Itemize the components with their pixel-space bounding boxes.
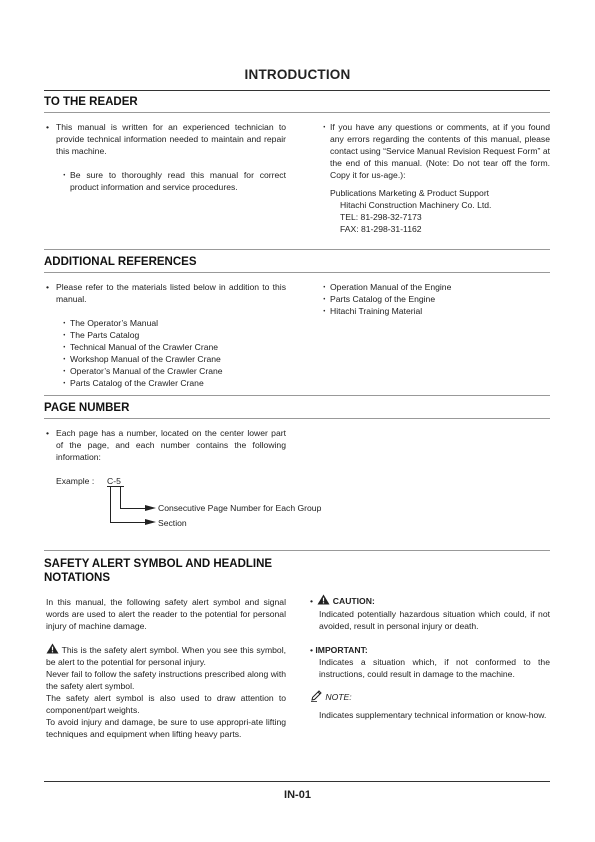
important-label: IMPORTANT: [315,645,368,655]
safety-text: To avoid injury and damage, be sure to use appropri-ate lifting techniques and equipment when lifting heavy parts. [46,717,286,739]
list-item [58,341,286,353]
warning-triangle-icon [317,594,330,605]
example-label: Example : [56,476,95,486]
sub-bullet-icon: ・ [60,354,69,364]
note-text: Indicates supplementary technical information or know-how. [319,710,547,720]
sub-bullet-icon: ・ [320,122,329,132]
heading-line: NOTATIONS [44,572,111,584]
contact-fax: FAX: 81-298-31-1162 [340,224,422,234]
safety-paragraph [46,643,286,668]
list-item [58,317,286,329]
reference-item: Hitachi Training Material [330,306,423,316]
sub-bullet-icon: ・ [60,330,69,340]
bullet-icon: • [310,596,314,606]
reader-bullet-text: This manual is written for an experienced technician to provide technical information needed to maintain and repair this machine. [56,122,286,156]
page-number-text: Each page has a number, located on the center lower part of the page, and each number contains the following information: [56,428,286,462]
references-left-column [46,281,286,389]
bullet-icon: • [310,645,314,655]
reference-item: The Operator’s Manual [70,318,159,328]
safety-text: Never fail to follow the safety instructions prescribed along with the safety alert symbol. [46,669,286,691]
diagram-label-section: Section [158,518,187,528]
list-item [58,377,286,389]
title-divider [44,90,550,91]
list-item [46,121,286,157]
footer-divider [44,781,550,782]
reference-item: Workshop Manual of the Crawler Crane [70,354,221,364]
warning-triangle-icon [46,643,59,654]
list-item [318,121,550,181]
page-number-description [46,427,286,463]
sub-bullet-icon: ・ [320,294,329,304]
sub-bullet-icon: ・ [60,170,69,180]
reference-item: Parts Catalog of the Crawler Crane [70,378,204,388]
important-label-row [310,644,550,656]
section-heading-safety [44,557,289,585]
connector-line [110,487,111,522]
page-title: INTRODUCTION [244,67,351,82]
safety-text: This is the safety alert symbol. When you see this symbol, be alert to the potential for personal injury. [46,645,286,667]
references-intro: Please refer to the materials listed below in addition to this manual. [56,282,286,304]
important-text: Indicates a situation which, if not conformed to the instructions, could result in damage to the machine. [319,657,550,679]
sub-bullet-icon: ・ [60,366,69,376]
note-label: NOTE: [325,692,352,702]
section-divider [44,395,550,396]
example-code: C-5 [107,476,121,486]
references-list [58,317,286,389]
safety-right-column [310,594,550,721]
arrow-right-icon [145,519,156,525]
list-item [58,169,286,193]
list-item [318,293,550,305]
contact-company: Hitachi Construction Machinery Co. Ltd. [340,200,492,210]
section-heading-references: ADDITIONAL REFERENCES [44,256,197,268]
bullet-icon: • [46,122,50,132]
safety-intro: In this manual, the following safety alert symbol and signal words are used to alert the reader to the potential for personal injury of machine damage. [46,597,286,631]
reference-item: Parts Catalog of the Engine [330,294,436,304]
safety-left-column [46,596,286,740]
section-divider [44,418,550,419]
list-item [46,427,286,463]
page-number: IN-01 [284,789,311,801]
connector-line [120,487,121,508]
reference-item: The Parts Catalog [70,330,140,340]
section-divider [44,112,550,113]
list-item [318,305,550,317]
reader-left-column [46,121,286,193]
section-heading-page-number: PAGE NUMBER [44,402,130,414]
safety-text: The safety alert symbol is also used to draw attention to component/part weights. [46,693,286,715]
reader-contact-request: If you have any questions or comments, at if you found any errors regarding the contents of this manual, please contact using “Service Manual Revision Request Form” at the end of this manual. (Note: Do not tear off the form. Copy it for us-age.): [330,122,550,180]
diagram-label-page-number: Consecutive Page Number for Each Group [158,503,322,513]
heading-line: SAFETY ALERT SYMBOL AND HEADLINE [44,558,273,570]
caution-label-row [310,594,550,608]
section-divider [44,249,550,250]
note-label-row [310,690,550,703]
contact-tel: TEL: 81-298-32-7173 [340,212,422,222]
list-item [58,329,286,341]
caution-text: Indicated potentially hazardous situation which could, if not avoided, result in personal injury or death. [319,609,550,631]
contact-block [318,187,550,235]
caution-label: CAUTION: [332,596,375,606]
reference-item: Operation Manual of the Engine [330,282,452,292]
bullet-icon: • [46,428,50,438]
bullet-icon: • [46,282,50,292]
reader-right-column [318,121,550,235]
arrow-right-icon [145,505,156,511]
reference-item: Operator’s Manual of the Crawler Crane [70,366,223,376]
connector-line [110,522,147,523]
section-divider [44,272,550,273]
contact-title: Publications Marketing & Product Support [330,188,490,198]
sub-bullet-icon: ・ [320,306,329,316]
pencil-icon [310,690,323,702]
reader-sub-text: Be sure to thoroughly read this manual for correct product information and service procedures. [70,170,286,192]
reference-item: Technical Manual of the Crawler Crane [70,342,219,352]
sub-bullet-icon: ・ [60,342,69,352]
section-heading-reader: TO THE READER [44,96,138,108]
list-item [58,365,286,377]
references-right-column [318,281,550,317]
sub-bullet-icon: ・ [60,318,69,328]
list-item [58,353,286,365]
list-item [46,281,286,305]
list-item [318,281,550,293]
sub-bullet-icon: ・ [320,282,329,292]
section-divider [44,550,550,551]
connector-line [120,508,147,509]
sub-bullet-icon: ・ [60,378,69,388]
